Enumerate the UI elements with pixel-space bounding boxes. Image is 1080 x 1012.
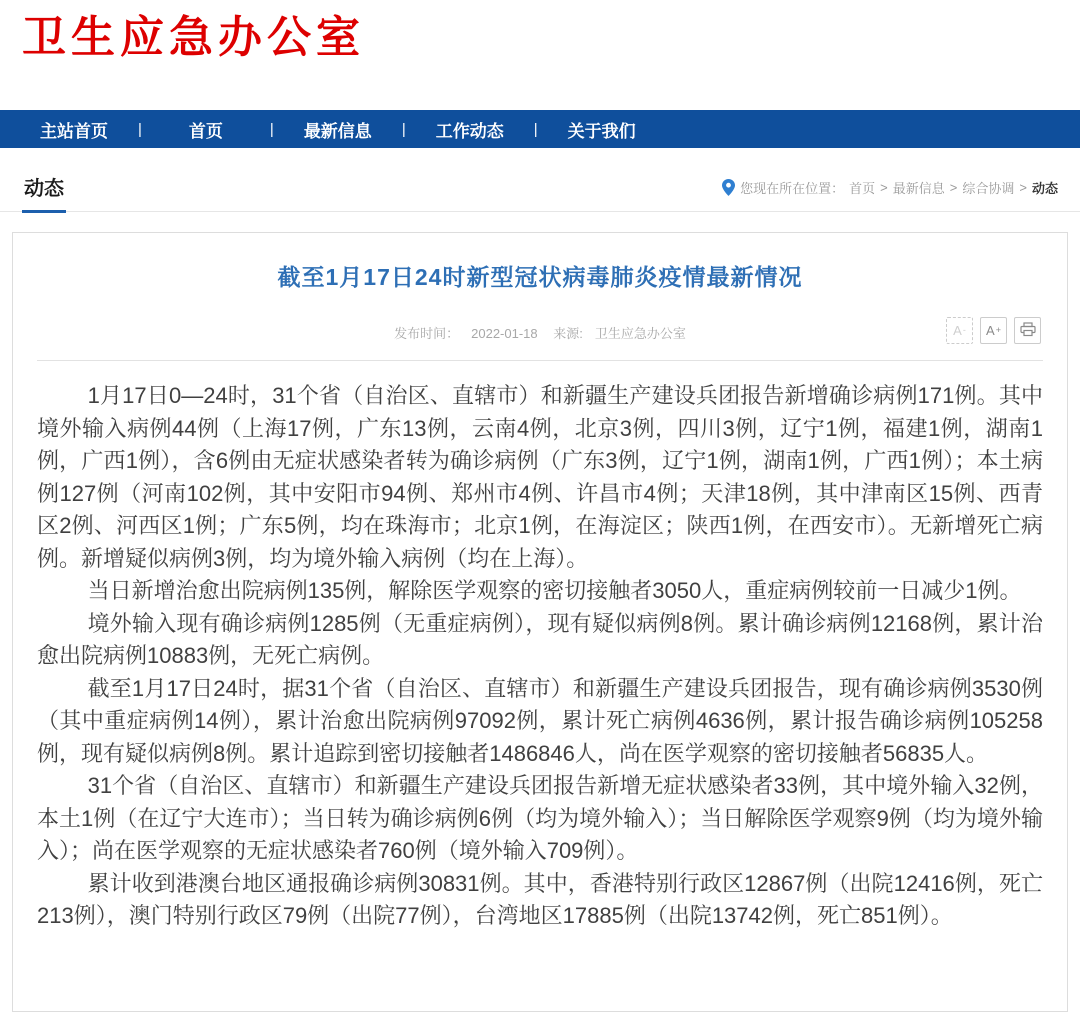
nav-item-work-updates[interactable]: 工作动态 bbox=[435, 121, 504, 141]
font-decrease-letter: A bbox=[953, 323, 962, 338]
article-paragraph: 累计收到港澳台地区通报确诊病例30831例。其中，香港特别行政区12867例（出院12416例，死亡213例），澳门特别行政区79例（出院77例），台湾地区17885例（出院13742例，死亡851例）。 bbox=[37, 870, 1043, 928]
nav-separator: | bbox=[138, 120, 142, 138]
font-increase-button[interactable] bbox=[980, 317, 1007, 344]
font-increase-letter: A bbox=[986, 323, 995, 338]
font-increase-sign: + bbox=[995, 325, 1001, 335]
breadcrumb-separator: > bbox=[949, 180, 958, 195]
article-paragraph: 31个省（自治区、直辖市）和新疆生产建设兵团报告新增无症状感染者33例，其中境外输入32例，本土1例（在辽宁大连市）；当日转为确诊病例6例（均为境外输入）；当日解除医学观察9例（均为境外输入）；尚在医学观察的无症状感染者760例（境外输入709例）。 bbox=[37, 773, 1043, 863]
section-bar bbox=[0, 160, 1080, 212]
article-container bbox=[12, 232, 1068, 1012]
breadcrumb-item-home[interactable]: 首页 bbox=[849, 181, 876, 196]
breadcrumb-current: 动态 bbox=[1031, 181, 1058, 196]
nav-separator: | bbox=[533, 120, 538, 138]
nav-separator: | bbox=[401, 120, 406, 138]
breadcrumb-item-coordination[interactable]: 综合协调 bbox=[962, 181, 1015, 196]
publish-time-label: 发布时间： bbox=[394, 326, 460, 341]
article-meta bbox=[37, 320, 1043, 350]
breadcrumb-prefix: 您现在所在位置： bbox=[740, 181, 845, 196]
publish-date: 2022-01-18 bbox=[471, 326, 538, 341]
printer-icon bbox=[1020, 322, 1036, 339]
article-paragraph: 当日新增治愈出院病例135例，解除医学观察的密切接触者3050人，重症病例较前一日减少1例。 bbox=[87, 578, 1022, 603]
print-button[interactable] bbox=[1014, 317, 1041, 344]
font-decrease-button[interactable] bbox=[946, 317, 973, 344]
article-body bbox=[37, 380, 1043, 933]
article-toolbar bbox=[946, 317, 1041, 344]
article-divider bbox=[37, 360, 1043, 361]
site-logo: 卫生应急办公室 bbox=[22, 13, 365, 62]
nav-separator: | bbox=[269, 120, 274, 138]
breadcrumb-separator: > bbox=[880, 180, 888, 195]
breadcrumb-separator: > bbox=[1019, 180, 1027, 195]
nav-item-home[interactable]: 首页 bbox=[188, 121, 223, 141]
article-paragraph: 1月17日0—24时，31个省（自治区、直辖市）和新疆生产建设兵团报告新增确诊病例171例。其中境外输入病例44例（上海17例，广东13例，云南4例，北京3例，四川3例，辽宁1例，福建1例，湖南1例，广西1例），含6例由无症状感染者转为确诊病例（广东3例，辽宁1例，湖南1例，广西1例）；本土病例127例（河南102例，其中安阳市94例、郑州市4例、许昌市4例；天津18例，其中津南区15例、西青区2例、河西区1例；广东5例，均在珠海市；北京1例，在海淀区；陕西1例，在西安市）。无新增死亡病例。新增疑似病例3例，均为境外输入病例（均在上海）。 bbox=[37, 383, 1043, 571]
breadcrumb-item-latest-info[interactable]: 最新信息 bbox=[892, 181, 945, 196]
font-decrease-sign: - bbox=[962, 325, 966, 335]
location-pin-icon bbox=[722, 179, 735, 196]
main-nav bbox=[0, 110, 1080, 148]
source-label: 来源: bbox=[553, 326, 583, 341]
nav-item-main-home[interactable]: 主站首页 bbox=[40, 121, 108, 141]
section-title: 动态 bbox=[22, 160, 66, 213]
source-value: 卫生应急办公室 bbox=[594, 326, 686, 341]
breadcrumb bbox=[722, 178, 1058, 211]
nav-item-about-us[interactable]: 关于我们 bbox=[567, 121, 636, 141]
article-paragraph: 境外输入现有确诊病例1285例（无重症病例），现有疑似病例8例。累计确诊病例12168例，累计治愈出院病例10883例，无死亡病例。 bbox=[37, 610, 1043, 668]
nav-item-latest-info[interactable]: 最新信息 bbox=[303, 121, 372, 141]
article-title: 截至1月17日24时新型冠状病毒肺炎疫情最新情况 bbox=[277, 264, 803, 290]
article-paragraph: 截至1月17日24时，据31个省（自治区、直辖市）和新疆生产建设兵团报告，现有确诊病例3530例（其中重症病例14例），累计治愈出院病例97092例，累计死亡病例4636例，累计报告确诊病例105258例，现有疑似病例8例。累计追踪到密切接触者1486846人，尚在医学观察的密切接触者56835人。 bbox=[37, 675, 1043, 766]
site-header bbox=[0, 0, 1080, 110]
